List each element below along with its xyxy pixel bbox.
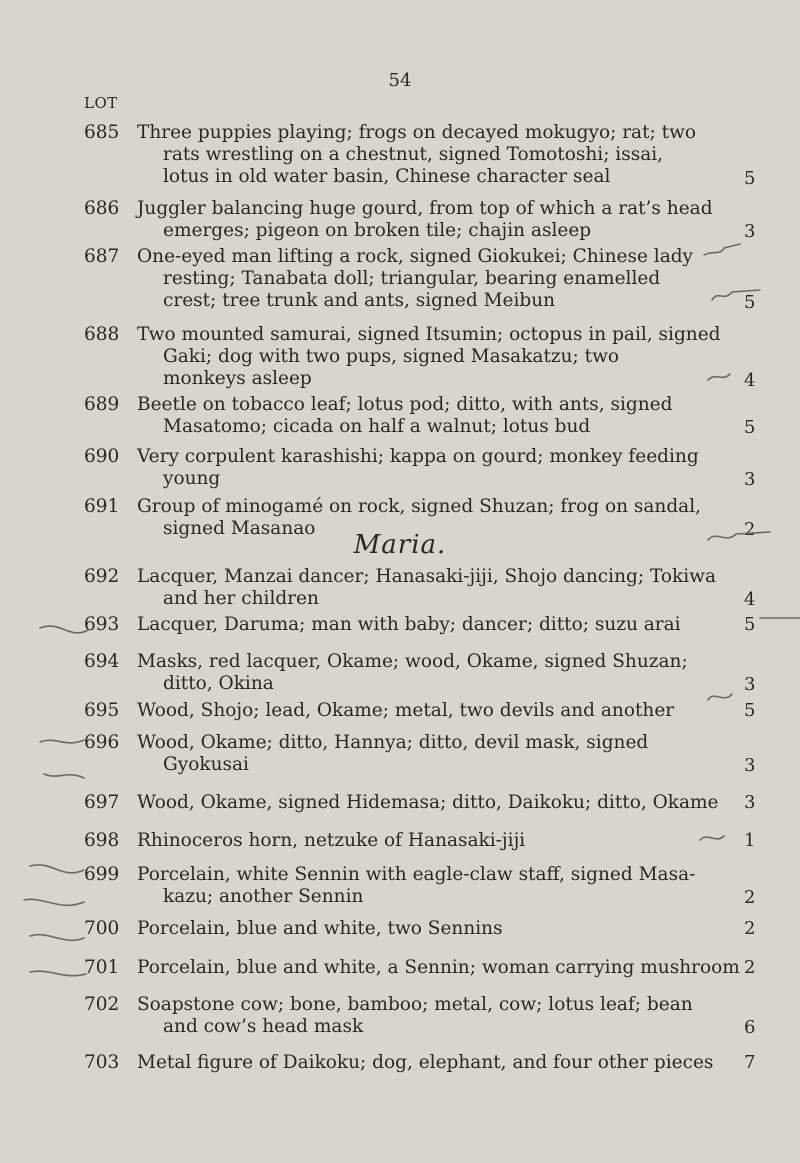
description-line: Masks, red lacquer, Okame; wood, Okame, signed Shuzan; [137, 651, 688, 672]
section-title: Maria. [353, 530, 447, 560]
lot-number: 700 [84, 918, 120, 939]
description-line: Juggler balancing huge gourd, from top of which a rat’s head [137, 198, 713, 219]
lot-price: 3 [744, 755, 756, 776]
description-line: Wood, Shojo; lead, Okame; metal, two devils and another [137, 700, 675, 721]
description-line: and her children [163, 588, 319, 609]
lot-description [137, 957, 740, 979]
description-line: lotus in old water basin, Chinese character seal [163, 166, 611, 187]
lot-description [137, 1052, 727, 1074]
lot-description [137, 651, 727, 695]
lot-description [137, 830, 727, 852]
lot-number: 687 [84, 246, 120, 267]
lot-number: 703 [84, 1052, 120, 1073]
description-line: emerges; pigeon on broken tile; chajin asleep [163, 220, 592, 241]
lot-number: 699 [84, 864, 120, 885]
lot-price: 5 [744, 168, 756, 189]
lot-description [137, 324, 727, 390]
lot-price: 5 [744, 700, 756, 721]
lot-description [137, 792, 727, 814]
lot-price: 2 [744, 519, 756, 540]
lot-price: 3 [744, 469, 756, 490]
lot-description [137, 864, 727, 908]
description-line: and cow’s head mask [163, 1016, 364, 1037]
lot-description [137, 122, 727, 188]
lot-number: 697 [84, 792, 120, 813]
lot-price: 3 [744, 792, 756, 813]
lot-description [137, 700, 727, 722]
lot-price: 1 [744, 830, 756, 851]
description-line: resting; Tanabata doll; triangular, bearing enamelled [163, 268, 661, 289]
description-line: monkeys asleep [163, 368, 312, 389]
description-line: Group of minogamé on rock, signed Shuzan; frog on sandal, [137, 496, 702, 517]
lot-price: 4 [744, 589, 756, 610]
lot-description [137, 566, 727, 610]
description-line: Gaki; dog with two pups, signed Masakatzu; two [163, 346, 620, 367]
pencil-mark [24, 899, 84, 905]
pencil-mark [40, 740, 84, 743]
lot-number: 694 [84, 651, 120, 672]
lot-price: 2 [744, 887, 756, 908]
description-line: Wood, Okame, signed Hidemasa; ditto, Daikoku; ditto, Okame [137, 792, 719, 813]
lot-description [137, 198, 727, 242]
description-line: Masatomo; cicada on half a walnut; lotus bud [163, 416, 591, 437]
description-line: Two mounted samurai, signed Itsumin; octopus in pail, signed [137, 324, 721, 345]
lot-price: 7 [744, 1052, 756, 1073]
lot-number: 693 [84, 614, 120, 635]
lot-number: 690 [84, 446, 120, 467]
lot-description [137, 496, 727, 540]
lot-price: 5 [744, 417, 756, 438]
lot-description [137, 614, 727, 636]
lot-number: 685 [84, 122, 120, 143]
pencil-mark [44, 774, 84, 778]
lot-price: 2 [744, 918, 756, 939]
lot-column-header: LOT [84, 94, 118, 112]
description-line: Lacquer, Manzai dancer; Hanasaki-jiji, Shojo dancing; Tokiwa [137, 566, 716, 587]
description-line: Porcelain, white Sennin with eagle-claw staff, signed Masa- [137, 864, 696, 885]
description-line: Porcelain, blue and white, a Sennin; woman carrying mushroom [137, 957, 740, 978]
lot-price: 3 [744, 674, 756, 695]
lot-number: 688 [84, 324, 120, 345]
lot-number: 686 [84, 198, 120, 219]
description-line: Porcelain, blue and white, two Sennins [137, 918, 503, 939]
pencil-mark [30, 971, 86, 976]
pencil-mark [30, 865, 84, 873]
lot-number: 698 [84, 830, 120, 851]
lot-price: 5 [744, 614, 756, 635]
lot-price: 2 [744, 957, 756, 978]
description-line: kazu; another Sennin [163, 886, 364, 907]
lot-description [137, 246, 727, 312]
description-line: Soapstone cow; bone, bamboo; metal, cow; lotus leaf; bean [137, 994, 693, 1015]
page-number: 54 [388, 70, 412, 91]
lot-number: 701 [84, 957, 120, 978]
description-line: Metal figure of Daikoku; dog, elephant, and four other pieces [137, 1052, 714, 1073]
lot-description [137, 446, 727, 490]
pencil-mark [30, 935, 84, 941]
description-line: Rhinoceros horn, netzuke of Hanasaki-jiji [137, 830, 526, 851]
description-line: Wood, Okame; ditto, Hannya; ditto, devil mask, signed [137, 732, 649, 753]
lot-number: 696 [84, 732, 120, 753]
description-line: signed Masanao [163, 518, 316, 539]
lot-price: 5 [744, 292, 756, 313]
lot-number: 692 [84, 566, 120, 587]
lot-price: 3 [744, 221, 756, 242]
lot-price: 4 [744, 370, 756, 391]
lot-number: 689 [84, 394, 120, 415]
lot-number: 695 [84, 700, 120, 721]
pencil-mark [40, 626, 88, 633]
lot-number: 702 [84, 994, 120, 1015]
description-line: Gyokusai [163, 754, 249, 775]
description-line: Very corpulent karashishi; kappa on gourd; monkey feeding [137, 446, 699, 467]
description-line: One-eyed man lifting a rock, signed Giokukei; Chinese lady [137, 246, 694, 267]
description-line: Three puppies playing; frogs on decayed mokugyo; rat; two [137, 122, 697, 143]
lot-description [137, 732, 727, 776]
lot-price: 6 [744, 1017, 756, 1038]
description-line: Lacquer, Daruma; man with baby; dancer; ditto; suzu arai [137, 614, 681, 635]
description-line: crest; tree trunk and ants, signed Meibun [163, 290, 556, 311]
description-line: ditto, Okina [163, 673, 274, 694]
lot-number: 691 [84, 496, 120, 517]
lot-description [137, 918, 727, 940]
lot-description [137, 994, 727, 1038]
description-line: Beetle on tobacco leaf; lotus pod; ditto, with ants, signed [137, 394, 673, 415]
description-line: young [163, 468, 221, 489]
description-line: rats wrestling on a chestnut, signed Tomotoshi; issai, [163, 144, 664, 165]
lot-description [137, 394, 727, 438]
